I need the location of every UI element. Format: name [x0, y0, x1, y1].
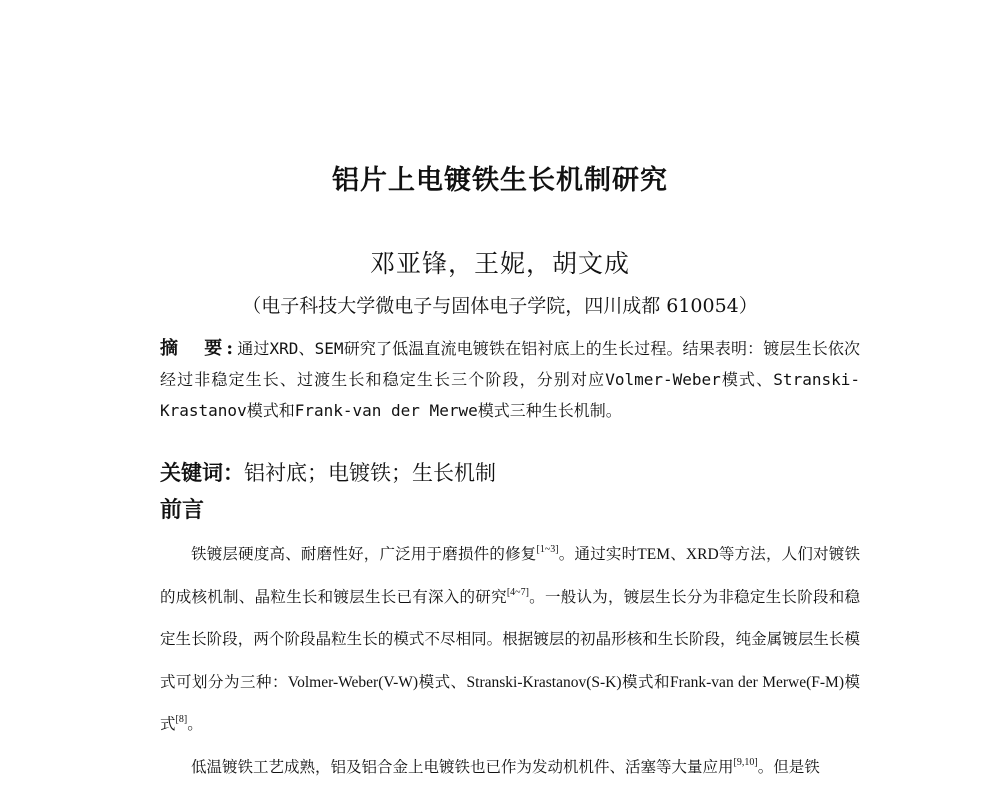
introduction-body	[160, 534, 860, 789]
citation-ref[interactable]: [4~7]	[507, 587, 529, 598]
paragraph-text: 。但是铁	[758, 759, 820, 776]
paragraph-text: 铁镀层硬度高、耐磨性好，广泛用于磨损件的修复	[191, 546, 537, 563]
paragraph-text: 低温镀铁工艺成熟，铝及铝合金上电镀铁也已作为发动机机件、活塞等大量应用	[191, 759, 734, 776]
citation-ref[interactable]: [8]	[176, 714, 188, 725]
keywords-text: 铝衬底；电镀铁；生长机制	[244, 461, 496, 485]
keywords-label: 关键词：	[160, 460, 244, 485]
citation-ref[interactable]: [1~3]	[537, 544, 559, 555]
abstract-label: 摘 要:	[160, 338, 237, 359]
abstract	[160, 333, 860, 426]
paragraph-text: 。一般认为，镀层生长分为非稳定生长阶段和稳定生长阶段，两个阶段晶粒生长的模式不尽相同。根据镀层的初晶形核和生长阶段，纯金属镀层生长模式可划分为三种：Volmer-Weber(V-W)模式、Stranski-Krastanov(S-K)模式和Frank-van der Merwe(F-M)模式	[160, 589, 860, 734]
paragraph-text: 。	[187, 716, 203, 733]
paper-title: 铝片上电镀铁生长机制研究	[0, 158, 1000, 197]
citation-ref[interactable]: [9,10]	[734, 757, 758, 768]
paragraph-text: 。通过实时TEM、XRD等方法，人们对镀铁的成核机制、晶粒生长和镀层生长已有深入的研究	[160, 546, 860, 606]
introduction-paragraph-2	[160, 747, 860, 789]
author-affiliation: （电子科技大学微电子与固体电子学院，四川成都 610054）	[0, 291, 1000, 318]
author-list: 邓亚锋，王妮，胡文成	[0, 244, 1000, 280]
keywords	[160, 457, 860, 487]
introduction-paragraph-1	[160, 534, 860, 747]
abstract-text: 通过XRD、SEM研究了低温直流电镀铁在铝衬底上的生长过程。结果表明：镀层生长依次经过非稳定生长、过渡生长和稳定生长三个阶段，分别对应Volmer-Weber模式、Stranski-Krastanov模式和Frank-van der Merwe模式三种生长机制。	[160, 339, 860, 420]
section-heading-introduction: 前言	[160, 493, 204, 524]
